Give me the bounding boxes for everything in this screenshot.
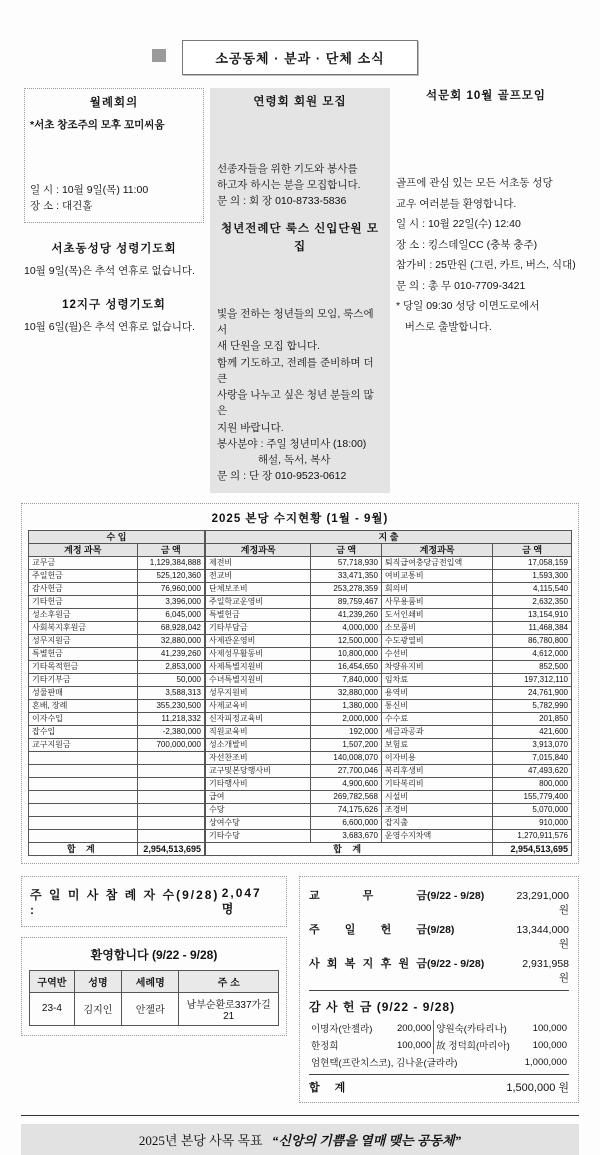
table-row: [29, 816, 572, 829]
donation-amount: 100,000: [396, 1039, 432, 1051]
expense-amount: 5,070,000: [493, 803, 572, 816]
footer-bar: [21, 1124, 579, 1155]
expense-amount: 57,718,930: [311, 556, 382, 569]
income-amount: -2,380,000: [137, 725, 205, 738]
footer-rule: [21, 1115, 579, 1116]
expense-amount: 3,683,670: [311, 829, 382, 842]
collection-period: (9/28): [427, 923, 455, 936]
table-row: [29, 621, 572, 634]
table-row: [29, 582, 572, 595]
table-row: [309, 1037, 569, 1054]
finance-title: 2025 본당 수지현황 (1월 - 9월): [211, 512, 389, 525]
income-account: 혼배, 장례: [29, 699, 138, 712]
expense-account: 회의비: [381, 582, 492, 595]
income-account: 성소후원금: [29, 608, 138, 621]
income-account: 교구지원금: [29, 738, 138, 751]
expense-account: 기타수당: [205, 829, 311, 842]
monthly-meeting-title: 월례회의: [89, 97, 139, 109]
donor-name: 엄현택(프란치스코), 김나윤(글라라): [311, 1058, 458, 1070]
recruit-box: [210, 88, 390, 493]
expense-total-label: 합 계: [205, 842, 493, 855]
income-amount: 3,588,313: [137, 686, 205, 699]
collections-rows: [309, 887, 569, 985]
income-amount: 41,239,260: [137, 647, 205, 660]
prayer2-section: [24, 297, 204, 335]
expense-account: 임차료: [381, 673, 492, 686]
donations-total-row: [309, 1074, 569, 1095]
income-account: 교무금: [29, 556, 138, 569]
expense-amount: 3,913,070: [493, 738, 572, 751]
expense-amount: 27,700,046: [311, 764, 382, 777]
expense-amount: 2,000,000: [311, 712, 382, 725]
attendance-box: [21, 876, 287, 927]
income-amount: 525,120,360: [137, 569, 205, 582]
expense-amount: 41,239,260: [311, 608, 382, 621]
table-row: [29, 595, 572, 608]
income-amount: [137, 816, 205, 829]
income-total-label: 합 계: [29, 842, 138, 855]
expense-account: 사무용품비: [381, 595, 492, 608]
notice-line: 문 의 : 단 장 010-9523-0612: [217, 470, 347, 483]
col-header: 계정 과목: [29, 543, 138, 556]
donations-table-body: [309, 1020, 569, 1054]
donor-name: 이명자(안젤라): [311, 1024, 373, 1036]
expense-account: 차량유지비: [381, 660, 492, 673]
expense-account: 시설비: [381, 790, 492, 803]
income-amount: 2,853,000: [137, 660, 205, 673]
income-amount: 6,045,000: [137, 608, 205, 621]
expense-account: 사제관운영비: [205, 634, 311, 647]
welcome-baptismal-name: 안젤라: [122, 992, 179, 1025]
income-account: 특별헌금: [29, 647, 138, 660]
expense-account: 사제특별지원비: [205, 660, 311, 673]
notice-line: 문 의 : 회 장 010-8733-5836: [217, 195, 347, 208]
collection-label: 사 회 복 지 후 원 금: [309, 957, 427, 970]
expense-account: 용역비: [381, 686, 492, 699]
expense-amount: 155,779,400: [493, 790, 572, 803]
notice-line: 버스로 출발합니다.: [396, 320, 492, 333]
expense-amount: 192,000: [311, 725, 382, 738]
expense-account: 사제교육비: [205, 699, 311, 712]
col-header: 성명: [74, 970, 121, 992]
middle-column: [210, 88, 390, 493]
table-row: [29, 660, 572, 673]
notice-line: 해설, 독서, 복사: [217, 454, 331, 467]
income-account: 주일헌금: [29, 569, 138, 582]
expense-amount: 5,782,990: [493, 699, 572, 712]
income-amount: 355,230,500: [137, 699, 205, 712]
income-account: 감사헌금: [29, 582, 138, 595]
table-row: [29, 647, 572, 660]
table-row: [29, 608, 572, 621]
income-account: [29, 829, 138, 842]
expense-amount: 24,761,900: [493, 686, 572, 699]
collection-label: 교 무 금: [309, 889, 427, 902]
income-group-header: 수 입: [29, 530, 205, 543]
bottom-section: [21, 876, 579, 1103]
table-row: [29, 829, 572, 842]
expense-amount: 11,468,384: [493, 621, 572, 634]
welcome-header-row: [30, 970, 279, 992]
expense-amount: 74,175,626: [311, 803, 382, 816]
expense-account: 전교비: [205, 569, 311, 582]
collection-amount: 2,931,958 원: [522, 957, 569, 984]
notice-line: 참가비 : 25만원 (그린, 카트, 버스, 식대): [396, 259, 576, 272]
expense-account: 성소개발비: [205, 738, 311, 751]
notice-line: 함께 기도하고, 전례를 준비하며 더 큰: [217, 356, 377, 385]
income-amount: [137, 829, 205, 842]
col-header: 세례명: [122, 970, 179, 992]
expense-amount: 1,507,200: [311, 738, 382, 751]
bottom-left-column: [21, 876, 287, 1036]
table-row: [29, 634, 572, 647]
notice-line: 교우 여러분들 환영합니다.: [396, 197, 517, 210]
footer-section: [21, 1115, 579, 1155]
expense-account: 기타복리비: [381, 777, 492, 790]
table-row: [29, 803, 572, 816]
col-header: 계정과목: [205, 543, 311, 556]
col-header: 금 액: [493, 543, 572, 556]
expense-account: 상여수당: [205, 816, 311, 829]
donation-amount: 100,000: [532, 1039, 567, 1051]
notice-line: 사랑을 나누고 싶은 청년 분들의 많은: [217, 389, 374, 418]
expense-account: 조경비: [381, 803, 492, 816]
donor-name: 故 정덕희(마리아): [434, 1037, 522, 1054]
notice-line: 하고자 하시는 분을 모집합니다.: [217, 178, 361, 191]
welcome-address: 남부순환로337가길 21: [179, 992, 279, 1025]
expense-account: 주일학교운영비: [205, 595, 311, 608]
donor-name: 한정희: [311, 1041, 339, 1053]
expense-amount: 89,759,467: [311, 595, 382, 608]
table-row: [29, 712, 572, 725]
divider: [309, 990, 569, 991]
donations-title: 감 사 헌 금 (9/22 - 9/28): [309, 999, 456, 1014]
notice-line: 새 단원을 모집 합니다.: [217, 340, 320, 353]
welcome-title: 환영합니다 (9/22 - 9/28): [90, 947, 218, 962]
expense-amount: 800,000: [493, 777, 572, 790]
monthly-meeting-lines: [30, 133, 198, 214]
decorative-square: [152, 49, 166, 62]
expense-account: 기타부담금: [205, 621, 311, 634]
donation-amount: 100,000: [532, 1022, 567, 1034]
donation-amount: 200,000: [396, 1022, 432, 1034]
donations-wide-row: [309, 1054, 569, 1071]
income-amount: [137, 790, 205, 803]
income-amount: 68,928,042: [137, 621, 205, 634]
notice-columns: [24, 88, 576, 493]
col-header: 구역반: [30, 970, 75, 992]
expense-account: 복리후생비: [381, 764, 492, 777]
expense-amount: 1,270,911,576: [493, 829, 572, 842]
expense-amount: 17,058,159: [493, 556, 572, 569]
notice-line: 일 시 : 10월 9일(목) 11:00: [30, 183, 149, 196]
income-amount: 3,396,000: [137, 595, 205, 608]
finance-section: [21, 503, 579, 864]
table-row: [29, 790, 572, 803]
expense-total-amount: 2,954,513,695: [493, 842, 572, 855]
expense-amount: 6,600,000: [311, 816, 382, 829]
col-header: 금 액: [311, 543, 382, 556]
table-row: [29, 569, 572, 582]
footer-prefix: 2025년 본당 사목 목표: [138, 1132, 263, 1148]
expense-account: 도서인쇄비: [381, 608, 492, 621]
donor-name: 양원숙(카타리나): [434, 1020, 522, 1037]
expense-amount: 4,115,540: [493, 582, 572, 595]
income-account: [29, 803, 138, 816]
yeonryeong-title: 연령회 회원 모집: [253, 96, 347, 108]
expense-account: 신자피정교육비: [205, 712, 311, 725]
income-amount: 76,960,000: [137, 582, 205, 595]
table-row: [29, 699, 572, 712]
income-total-amount: 2,954,513,695: [137, 842, 205, 855]
col-header: 계정과목: [381, 543, 492, 556]
expense-amount: 140,008,070: [311, 751, 382, 764]
finance-table: [28, 530, 572, 856]
notice-line: 봉사분야 : 주일 청년미사 (18:00): [217, 437, 367, 450]
expense-account: 직원교육비: [205, 725, 311, 738]
welcome-table: [29, 970, 279, 1026]
finance-group-header-row: [29, 530, 572, 543]
expense-account: 운영수지차액: [381, 829, 492, 842]
lux-lines: [217, 257, 383, 485]
expense-account: 급여: [205, 790, 311, 803]
table-row: [29, 751, 572, 764]
notice-line: 선종자들을 위한 기도와 봉사를: [217, 162, 358, 175]
income-amount: 11,218,332: [137, 712, 205, 725]
bottom-right-column: [299, 876, 579, 1103]
expense-amount: 1,593,300: [493, 569, 572, 582]
income-amount: 700,000,000: [137, 738, 205, 751]
collection-amount: 13,344,000 원: [516, 923, 569, 950]
income-account: [29, 816, 138, 829]
expense-amount: 852,500: [493, 660, 572, 673]
income-account: 성물판매: [29, 686, 138, 699]
expense-account: 기타행사비: [205, 777, 311, 790]
notice-line: * 당일 09:30 성당 이면도로에서: [396, 300, 540, 313]
expense-account: 성무지원비: [205, 686, 311, 699]
collection-period: (9/22 - 9/28): [427, 957, 485, 970]
income-account: 기타목적헌금: [29, 660, 138, 673]
donations-table: [309, 1020, 569, 1071]
expense-amount: 4,612,000: [493, 647, 572, 660]
expense-amount: 269,782,568: [311, 790, 382, 803]
income-amount: 50,000: [137, 673, 205, 686]
left-column: [24, 88, 204, 493]
expense-account: 잡지출: [381, 816, 492, 829]
collection-row: [309, 955, 569, 985]
collections-box: [299, 876, 579, 1103]
expense-account: 퇴직급여충당금전입액: [381, 556, 492, 569]
expense-account: 수당: [205, 803, 311, 816]
collection-period: (9/22 - 9/28): [427, 889, 485, 902]
expense-account: 이자비용: [381, 751, 492, 764]
expense-amount: 16,454,650: [311, 660, 382, 673]
page-title: 소공동체 · 분과 · 단체 소식: [182, 40, 418, 75]
prayer2-body: 10월 6일(월)은 추석 연휴로 없습니다.: [24, 321, 195, 334]
income-amount: [137, 777, 205, 790]
expense-amount: 1,380,000: [311, 699, 382, 712]
notice-line: 일 시 : 10월 22일(수) 12:40: [396, 218, 521, 231]
expense-amount: 47,493,620: [493, 764, 572, 777]
income-account: [29, 751, 138, 764]
expense-group-header: 지 출: [205, 530, 572, 543]
prayer2-title: 12지구 성령기도회: [62, 299, 166, 312]
expense-account: 수도광열비: [381, 634, 492, 647]
table-row: [29, 725, 572, 738]
lux-title: 청년전례단 룩스 신입단원 모집: [221, 223, 379, 254]
income-account: 기타기부금: [29, 673, 138, 686]
notice-line: 장 소 : 킹스데일CC (충북 충주): [396, 238, 538, 251]
expense-amount: 13,154,910: [493, 608, 572, 621]
monthly-meeting-box: [24, 88, 204, 223]
notice-line: 지원 바랍니다.: [217, 421, 284, 434]
collection-label: 주 일 헌 금: [309, 923, 427, 936]
expense-amount: 4,000,000: [311, 621, 382, 634]
expense-account: 수녀특별지원비: [205, 673, 311, 686]
income-account: 이자수입: [29, 712, 138, 725]
expense-amount: 253,278,359: [311, 582, 382, 595]
income-account: 잡수입: [29, 725, 138, 738]
section-header: [182, 40, 418, 75]
expense-amount: 7,015,840: [493, 751, 572, 764]
prayer1-title: 서초동성당 성령기도회: [51, 243, 177, 256]
golf-lines: [396, 112, 576, 337]
expense-amount: 197,312,110: [493, 673, 572, 686]
table-row: [29, 673, 572, 686]
finance-total-row: [29, 842, 572, 855]
expense-account: 특별헌금: [205, 608, 311, 621]
col-header: 주 소: [179, 970, 279, 992]
attendance-value: 2,047 명: [221, 885, 262, 916]
collection-amount: 23,291,000 원: [516, 889, 569, 916]
footer-quote: “신앙의 기쁨을 열매 맺는 공동체”: [271, 1132, 462, 1148]
monthly-meeting-subtitle: *서초 창조주의 모후 꼬미씨움: [30, 118, 165, 131]
expense-account: 여비교통비: [381, 569, 492, 582]
attendance-label: 주 일 미 사 참 례 자 수(9/28) :: [30, 887, 220, 917]
expense-amount: 421,600: [493, 725, 572, 738]
expense-account: 자선찬조비: [205, 751, 311, 764]
table-row: [29, 764, 572, 777]
notice-line: 빛을 전하는 청년들의 모임, 룩스에서: [217, 307, 374, 337]
table-row: [309, 1020, 569, 1037]
notice-line: 장 소 : 대건홀: [30, 200, 93, 213]
right-column: [396, 88, 576, 493]
income-amount: [137, 751, 205, 764]
table-row: [29, 738, 572, 751]
donations-total-label: 합 계: [309, 1081, 352, 1094]
expense-amount: 4,900,600: [311, 777, 382, 790]
notice-line: 골프에 관심 있는 모든 서초동 성당: [396, 177, 553, 190]
yeonryeong-lines: [217, 112, 383, 210]
finance-table-body: [29, 556, 572, 842]
income-amount: [137, 764, 205, 777]
income-amount: 1,129,384,888: [137, 556, 205, 569]
expense-account: 사제성무활동비: [205, 647, 311, 660]
income-amount: 32,880,000: [137, 634, 205, 647]
expense-account: 단체보조비: [205, 582, 311, 595]
income-account: 사회복지후원금: [29, 621, 138, 634]
expense-account: 보험료: [381, 738, 492, 751]
collection-row: [309, 921, 569, 951]
expense-account: 수수료: [381, 712, 492, 725]
bulletin-page: [0, 40, 600, 1148]
income-account: 기타헌금: [29, 595, 138, 608]
table-row: [29, 686, 572, 699]
expense-amount: 33,471,350: [311, 569, 382, 582]
expense-amount: 32,880,000: [311, 686, 382, 699]
welcome-table-body: [30, 992, 279, 1025]
expense-amount: 201,850: [493, 712, 572, 725]
table-row: [30, 992, 279, 1025]
prayer1-section: [24, 241, 204, 279]
expense-account: 수선비: [381, 647, 492, 660]
expense-account: 세금과공과: [381, 725, 492, 738]
welcome-zone: 23-4: [30, 992, 75, 1025]
donation-amount: 1,000,000: [524, 1056, 567, 1068]
expense-account: 교구및본당행사비: [205, 764, 311, 777]
col-header: 금 액: [137, 543, 205, 556]
expense-amount: 7,840,000: [311, 673, 382, 686]
income-account: [29, 790, 138, 803]
finance-column-header-row: [29, 543, 572, 556]
income-amount: [137, 803, 205, 816]
income-account: 성무지원금: [29, 634, 138, 647]
collection-row: [309, 887, 569, 917]
expense-amount: 10,800,000: [311, 647, 382, 660]
income-account: [29, 764, 138, 777]
income-account: [29, 777, 138, 790]
welcome-box: [21, 937, 287, 1036]
expense-account: 제전비: [205, 556, 311, 569]
expense-amount: 2,632,350: [493, 595, 572, 608]
golf-title: 석문회 10월 골프모임: [425, 90, 547, 102]
table-row: [29, 556, 572, 569]
donations-total-amount: 1,500,000 원: [506, 1081, 569, 1094]
expense-amount: 12,500,000: [311, 634, 382, 647]
expense-amount: 910,000: [493, 816, 572, 829]
welcome-name: 김지인: [74, 992, 121, 1025]
expense-account: 소모품비: [381, 621, 492, 634]
prayer1-body: 10월 9일(목)은 추석 연휴로 없습니다.: [24, 265, 195, 278]
expense-amount: 86,780,800: [493, 634, 572, 647]
table-row: [29, 777, 572, 790]
notice-line: 문 의 : 총 무 010-7709-3421: [396, 279, 526, 292]
expense-account: 통신비: [381, 699, 492, 712]
